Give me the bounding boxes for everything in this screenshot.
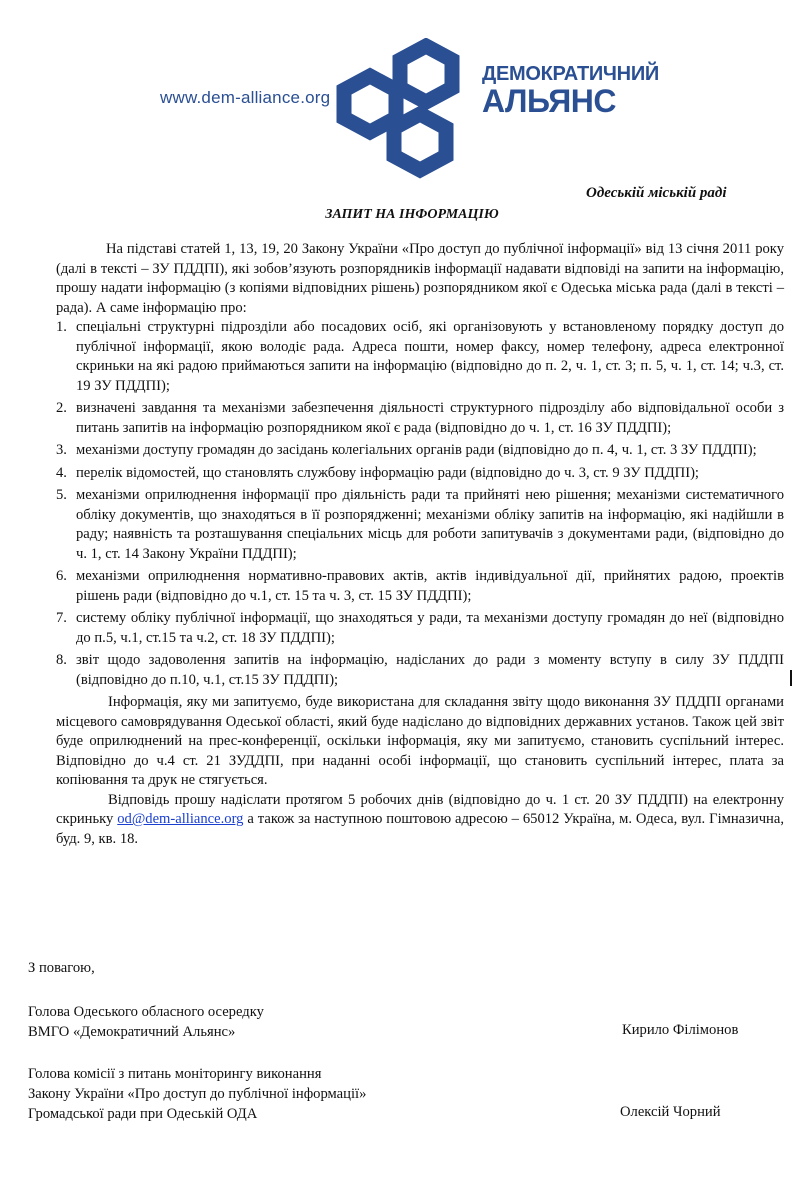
item-number: 8.	[56, 652, 67, 668]
list-item	[56, 651, 784, 690]
item-number: 3.	[56, 442, 67, 458]
item-text: визначені завдання та механізми забезпечення діяльності структурного підрозділу або відповідальної особи з питань запитів на інформацію розпорядником якої є рада (відповідно до ч. 1, ст. 16 ЗУ ПДДПІ);	[76, 400, 784, 436]
text-cursor	[790, 670, 792, 686]
logo-line1: ДЕМОКРАТИЧНИЙ	[482, 63, 659, 85]
item-text: механізми оприлюднення інформації про діяльність ради та прийняті нею рішення; механізми систематичного обліку документів, що знаходяться в її розпорядженні; механізми обліку запитів на інформацію, які надійшли в раду; наявність та розташування спеціальних місць для роботи запитувачів з документами ради, (відповідно до ч. 1, ст. 14 Закону України ПДДПІ);	[76, 487, 784, 562]
item-text: механізми оприлюднення нормативно-правових актів, актів індивідуальної дії, прийнятих радою, проектів рішень ради (відповідно до ч.1, ст. 15 та ч. 3, ст. 15 ЗУ ПДДПІ);	[76, 568, 784, 604]
list-item	[56, 567, 784, 606]
signatory-name-2: Олексій Чорний	[620, 1104, 721, 1120]
greeting: З повагою,	[28, 960, 95, 976]
document-title: ЗАПИТ НА ІНФОРМАЦІЮ	[325, 207, 499, 222]
list-item	[56, 486, 784, 564]
item-text: механізми доступу громадян до засідань колегіальних органів ради (відповідно до п. 4, ч. 1, ст. 3 ЗУ ПДДПІ);	[76, 442, 757, 458]
list-item	[56, 399, 784, 438]
response-text-start: Відповідь прошу надіслати протягом 5 робочих днів (відповідно до ч. 1 ст. 20 ЗУ ПДДПІ) на електронну скриньку	[56, 791, 784, 827]
item-number: 1.	[56, 319, 67, 335]
logo-text	[482, 64, 659, 117]
website-url[interactable]: www.dem-alliance.org	[160, 88, 331, 107]
request-list	[56, 318, 784, 690]
signature-block-2	[28, 1064, 366, 1124]
list-item	[56, 441, 784, 461]
signature-title-line: Голова Одеського обласного осередку	[28, 1004, 264, 1020]
signature-title-line: Голова комісії з питань моніторингу виконання	[28, 1066, 322, 1082]
item-text: звіт щодо задоволення запитів на інформацію, надісланих до ради з моменту вступу в силу ЗУ ПДДПІ (відповідно до п.10, ч.1, ст.15 ЗУ ПДДПІ);	[76, 652, 784, 688]
logo-line2: АЛЬЯНС	[482, 83, 616, 119]
intro-paragraph: На підставі статей 1, 13, 19, 20 Закону України «Про доступ до публічної інформації» від 13 січня 2011 року (далі в тексті – ЗУ ПДДПІ), які зобов’язують розпорядників інформації надавати відповіді на запити на інформацію, прошу надати інформацію (з копіями відповідних рішень) розпорядником якої є Одеська міська рада (далі в тексті – рада). А саме інформацію про:	[56, 241, 784, 316]
email-link[interactable]: od@dem-alliance.org	[117, 811, 244, 827]
addressee: Одеській міській раді	[586, 185, 727, 201]
list-item	[56, 318, 784, 396]
signature-title-line: ВМГО «Демократичний Альянс»	[28, 1024, 236, 1040]
signature-title-line: Закону України «Про доступ до публічної інформації»	[28, 1086, 367, 1102]
response-text-end: а також за наступною поштовою адресою – 65012 Україна, м. Одеса, вул. Гімназична, буд. 9, кв. 18.	[56, 811, 784, 847]
item-text: перелік відомостей, що становлять службову інформацію ради (відповідно до ч. 3, ст. 9 ЗУ ПДДПІ);	[76, 464, 699, 481]
list-item	[56, 464, 784, 484]
item-text: систему обліку публічної інформації, що знаходяться у ради, та механізми доступу громадян до неї (відповідно до п.5, ч.1, ст.15 та ч.2, ст. 18 ЗУ ПДДПІ);	[76, 610, 784, 646]
item-number: 4.	[56, 464, 67, 481]
item-text: спеціальні структурні підрозділи або посадових осіб, які організовують у встановленому порядку доступ до публічної інформації, якою володіє рада. Адреса пошти, номер факсу, номер телефону, адреса електронної скриньки на які радою приймаються запити на інформацію (відповідно до п. 2, ч. 1, ст. 3; п. 5, ч. 1, ст. 14; ч.3, ст. 19 ЗУ ПДДПІ);	[76, 319, 784, 394]
item-number: 5.	[56, 487, 67, 503]
list-item	[56, 609, 784, 648]
signature-title-line: Громадської ради при Одеській ОДА	[28, 1106, 258, 1122]
response-paragraph	[56, 791, 784, 850]
logo-hexagons-icon	[330, 38, 490, 188]
item-number: 2.	[56, 400, 67, 416]
item-number: 7.	[56, 610, 67, 626]
document-body	[56, 240, 784, 849]
signature-block-1	[28, 1002, 264, 1042]
info-paragraph: Інформація, яку ми запитуємо, буде використана для складання звіту щодо виконання ЗУ ПДДПІ органами місцевого самоврядування Одеської області, який буде надіслано до відповідних державних установ. Також цей звіт буде оприлюднений на прес-конференції, оскільки інформація, яку ми запитуємо, становить суспільний інтерес. Відповідно до ч.4 ст. 21 ЗУДДПІ, при наданні особі інформації, що становить суспільний інтерес, плата за копіювання та друк не стягується.	[56, 694, 784, 788]
item-number: 6.	[56, 568, 67, 584]
signatory-name-1: Кирило Філімонов	[622, 1022, 739, 1038]
